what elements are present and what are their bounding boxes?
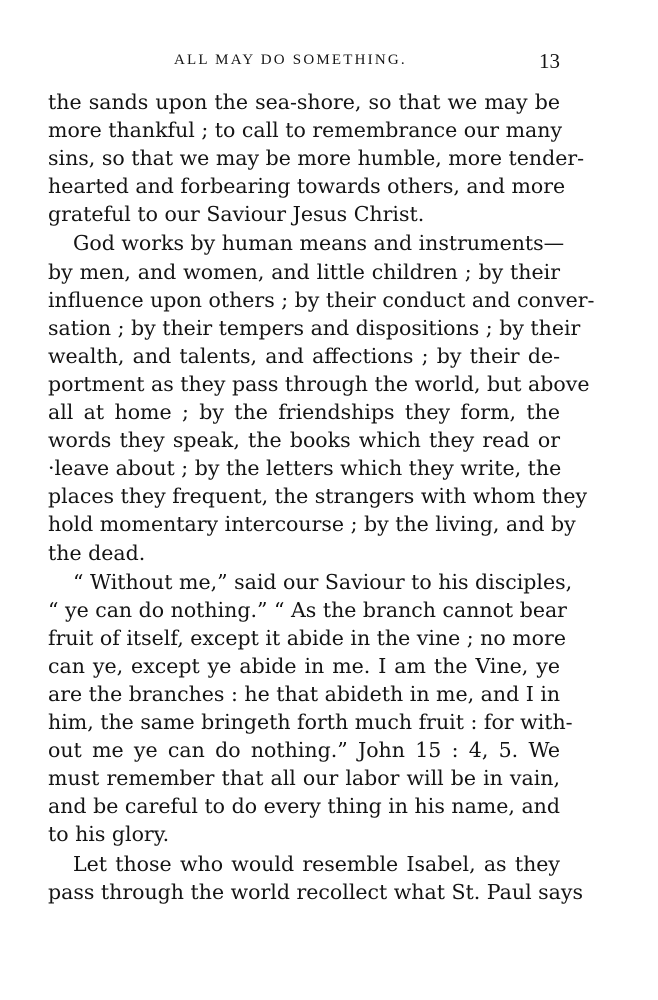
- text-line: hearted and forbearing towards others, and more: [48, 174, 566, 199]
- body-text: [48, 88, 595, 906]
- text-line: words they speak, the books which they read or: [48, 428, 560, 453]
- text-line: can ye, except ye abide in me. I am the Vine, ye: [48, 653, 560, 678]
- text-line: ·leave about ; by the letters which they write, the: [48, 456, 562, 481]
- text-line: the sands upon the sea-shore, so that we may be: [48, 90, 560, 114]
- text-line: out me ye can do nothing.” John 15 : 4, 5. We: [48, 738, 560, 763]
- paragraph: [48, 88, 585, 228]
- text-line: must remember that all our labor will be in vain,: [48, 766, 560, 791]
- running-title: ALL MAY DO SOMETHING.: [174, 52, 407, 68]
- text-line: grateful to our Saviour Jesus Christ.: [48, 202, 425, 227]
- text-line: hold momentary intercourse ; by the living, and by: [48, 512, 576, 537]
- text-line: him, the same bringeth forth much fruit : for with-: [48, 710, 573, 735]
- page-number: 13: [539, 49, 560, 73]
- text-line: influence upon others ; by their conduct and conver-: [48, 287, 595, 312]
- text-line: more thankful ; to call to remembrance our many: [48, 118, 563, 143]
- paragraph: [48, 850, 583, 906]
- running-head: [48, 49, 560, 73]
- text-line: portment as they pass through the world, but above: [48, 371, 590, 396]
- text-line: and be careful to do every thing in his name, and: [48, 794, 560, 819]
- text-line: Let those who would resemble Isabel, as they: [73, 851, 560, 876]
- paragraph: [48, 229, 595, 566]
- text-line: “ ye can do nothing.” “ As the branch cannot bear: [48, 597, 567, 622]
- text-line: are the branches : he that abideth in me, and I in: [48, 681, 561, 706]
- text-line: pass through the world recollect what St. Paul says: [48, 879, 583, 904]
- text-line: places they frequent, the strangers with whom they: [48, 484, 588, 509]
- text-line: sins, so that we may be more humble, more tender-: [48, 146, 585, 171]
- text-line: the dead.: [48, 540, 146, 565]
- paragraph: [48, 568, 573, 849]
- text-line: wealth, and talents, and affections ; by their de-: [48, 343, 560, 368]
- text-line: God works by human means and instruments—: [73, 231, 565, 256]
- text-line: all at home ; by the friendships they form, the: [48, 400, 560, 425]
- text-line: to his glory.: [48, 822, 170, 847]
- text-line: fruit of itself, except it abide in the vine ; no more: [48, 625, 566, 650]
- text-line: sation ; by their tempers and dispositions ; by their: [48, 315, 581, 340]
- text-line: by men, and women, and little children ; by their: [48, 259, 560, 284]
- text-line: “ Without me,” said our Saviour to his disciples,: [73, 569, 573, 594]
